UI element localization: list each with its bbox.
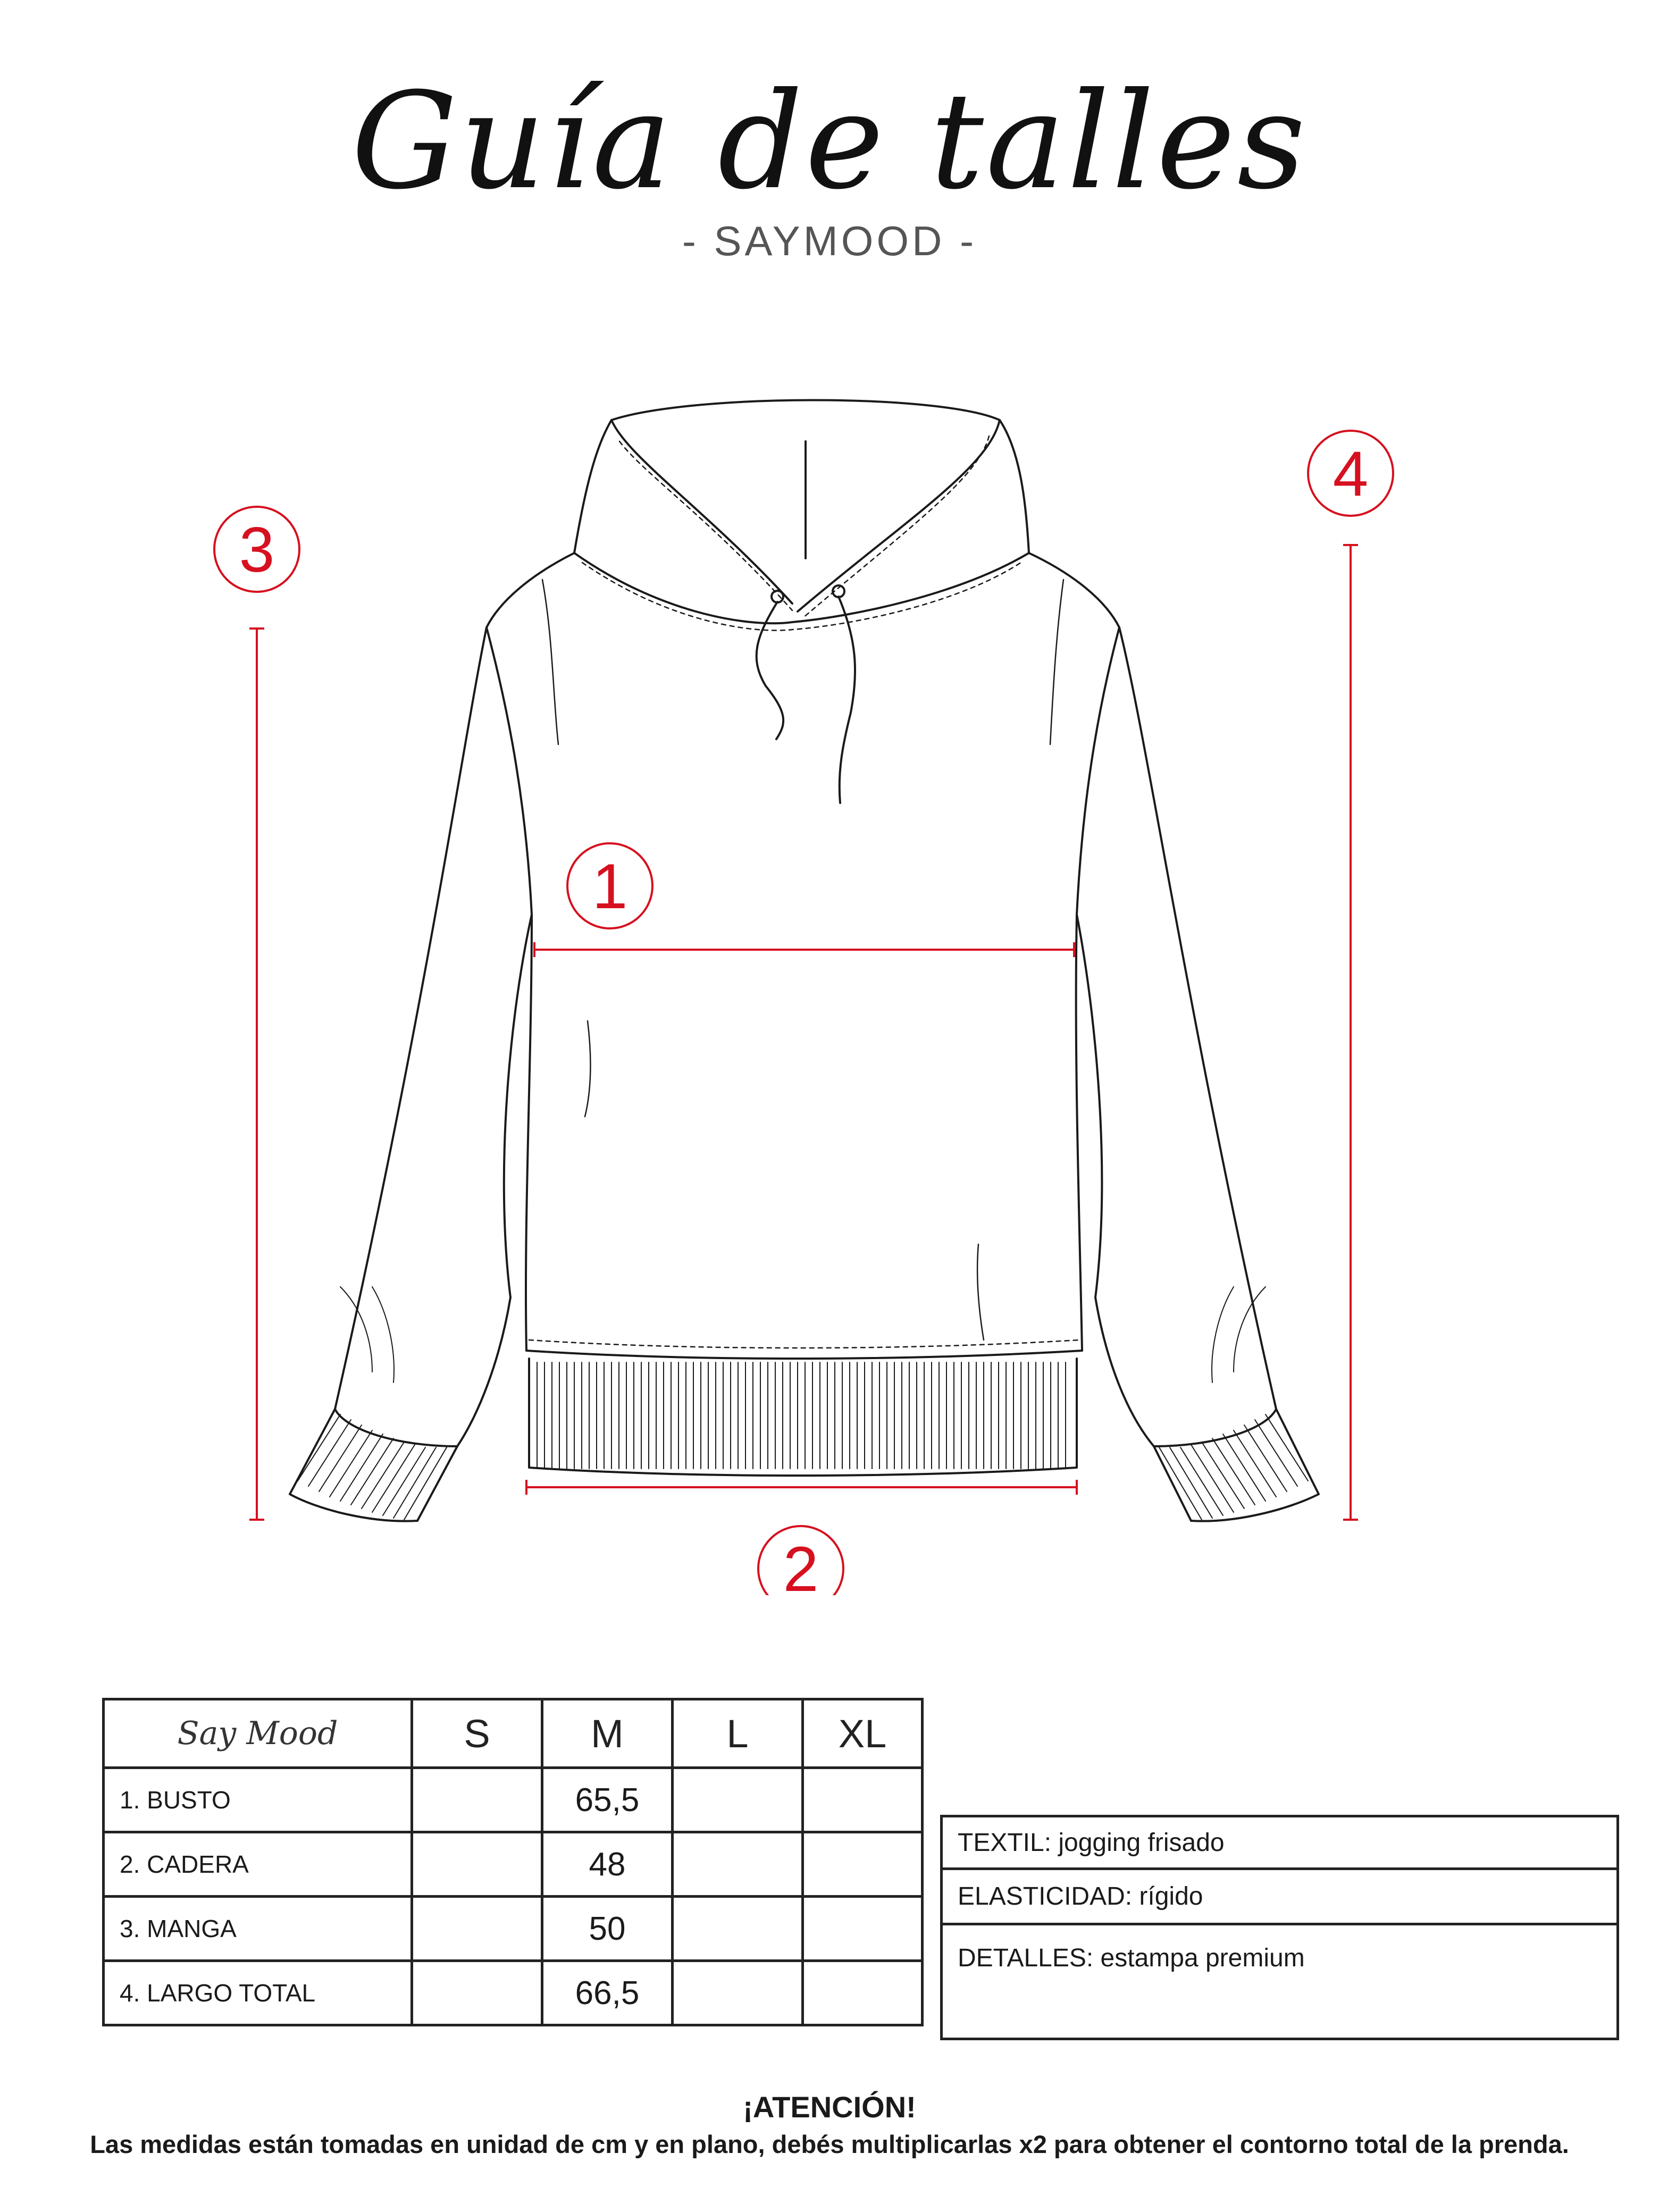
raglan-left <box>542 580 558 744</box>
cell-value <box>803 1832 923 1897</box>
cell-value <box>673 1961 803 2025</box>
size-header-xl: XL <box>803 1699 923 1768</box>
cell-value <box>412 1897 542 1961</box>
hood-inner-seam <box>619 436 989 618</box>
size-table <box>102 1698 924 2026</box>
pocket-right <box>977 1244 984 1340</box>
logo-signature: Say Mood <box>177 1715 338 1752</box>
detail-elasticidad: ELASTICIDAD: rígido <box>942 1869 1618 1924</box>
notice-title: ¡ATENCIÓN! <box>743 2090 916 2124</box>
table-row <box>104 1961 923 2025</box>
row-label: 2. CADERA <box>104 1832 412 1897</box>
fabric-details-table <box>940 1815 1619 2040</box>
row-label: 1. BUSTO <box>104 1768 412 1832</box>
cell-value <box>673 1768 803 1832</box>
size-table-header <box>104 1699 923 1768</box>
drawstring-right <box>839 597 855 803</box>
notice-text: Las medidas están tomadas en unidad de cm y en plano, debés multiplicarlas x2 para obtener el contorno total de la prenda. <box>90 2130 1569 2158</box>
cell-value: 48 <box>542 1832 673 1897</box>
cell-value: 65,5 <box>542 1768 673 1832</box>
eyelet-left <box>772 591 783 602</box>
cell-value <box>803 1897 923 1961</box>
sleeve-right-cuff <box>1154 1409 1319 1521</box>
body-hem <box>526 1351 1082 1359</box>
cell-value <box>673 1832 803 1897</box>
cell-value <box>803 1961 923 2025</box>
size-header-s: S <box>412 1699 542 1768</box>
cell-value <box>412 1961 542 2025</box>
cell-value <box>412 1768 542 1832</box>
brand-logo <box>104 1699 412 1768</box>
size-header-m: M <box>542 1699 673 1768</box>
sleeve-left-cuff <box>290 1409 457 1521</box>
sleeve-right-inner <box>1077 915 1154 1446</box>
raglan-right <box>1050 580 1063 744</box>
marker-label-1: 1 <box>592 851 628 922</box>
cell-value <box>803 1768 923 1832</box>
detail-textil: TEXTIL: jogging frisado <box>942 1816 1618 1869</box>
table-row <box>104 1832 923 1897</box>
brand-subtitle: - SAYMOOD - <box>682 217 977 264</box>
sleeve-left-inner <box>457 915 532 1446</box>
cuff-left-ribs <box>298 1414 447 1520</box>
cell-value: 66,5 <box>542 1961 673 2025</box>
marker-label-2: 2 <box>783 1534 819 1595</box>
row-label: 3. MANGA <box>104 1897 412 1961</box>
size-header-l: L <box>673 1699 803 1768</box>
pocket-left <box>585 1021 590 1117</box>
sleeve-right-outer <box>1119 627 1276 1409</box>
marker-label-3: 3 <box>239 514 275 585</box>
page-title: Guía de talles <box>351 64 1308 219</box>
marker-label-4: 4 <box>1333 438 1369 509</box>
table-row <box>104 1897 923 1961</box>
detail-detalles: DETALLES: estampa premium <box>942 1924 1618 2039</box>
table-row <box>104 1768 923 1832</box>
cell-value <box>412 1832 542 1897</box>
body-left-side <box>487 553 574 1351</box>
cell-value <box>673 1897 803 1961</box>
waistband-ribs <box>537 1362 1066 1469</box>
neck-seam <box>574 553 1029 623</box>
cell-value: 50 <box>542 1897 673 1961</box>
sleeve-left-outer <box>335 627 487 1409</box>
row-label: 4. LARGO TOTAL <box>104 1961 412 2025</box>
